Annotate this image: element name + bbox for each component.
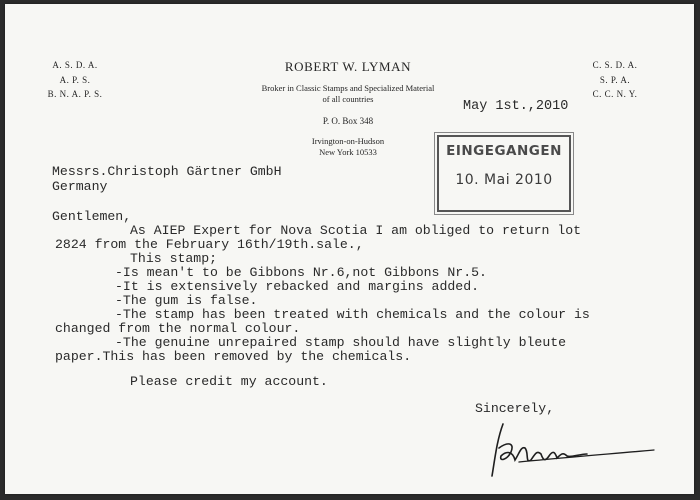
letterhead-tagline-2: of all countries (322, 93, 374, 104)
credit-request: Please credit my account. (130, 374, 328, 389)
letterhead-po-box: P. O. Box 348 (322, 116, 374, 126)
letter-paper (5, 4, 694, 494)
body-line: This stamp; (130, 251, 218, 266)
list-item: -The stamp has been treated with chemicals and the colour is (115, 307, 590, 322)
society-asda: A. S. D. A. (52, 60, 98, 70)
society-aps: A. P. S. (59, 74, 91, 85)
letterhead-city (233, 136, 463, 158)
received-stamp (437, 135, 571, 212)
closing: Sincerely, (475, 401, 555, 416)
letterhead-tagline: Broker in Classic Stamps and Specialized Material (261, 83, 435, 93)
recipient-name: Messrs.Christoph Gärtner GmbH (52, 164, 282, 179)
letter-date: May 1st.,2010 (463, 99, 569, 114)
list-item-continuation: changed from the normal colour. (55, 321, 301, 336)
list-item: -It is extensively rebacked and margins added. (115, 279, 480, 294)
signature (489, 420, 659, 480)
body-line: As AIEP Expert for Nova Scotia I am obliged to return lot (130, 223, 582, 238)
societies-left (43, 58, 107, 102)
society-spa: S. P. A. (599, 74, 631, 85)
letterhead-name: ROBERT W. LYMAN (284, 59, 412, 74)
society-bnaps: B. N. A. P. S. (47, 89, 103, 99)
society-csda: C. S. D. A. (592, 60, 638, 70)
received-stamp-date: 10. Mai 2010 (455, 172, 553, 188)
received-stamp-title: EINGEGANGEN (446, 143, 562, 159)
letterhead-city-line-2: New York 10533 (319, 147, 377, 157)
list-item-continuation: paper.This has been removed by the chemicals. (55, 349, 412, 364)
society-ccny: C. C. N. Y. (592, 89, 638, 99)
body-line: 2824 from the February 16th/19th.sale., (55, 237, 364, 252)
letterhead (233, 59, 463, 158)
list-item: -The genuine unrepaired stamp should have slightly bleute (115, 335, 567, 350)
societies-right (585, 58, 645, 102)
letterhead-city-line-1: Irvington-on-Hudson (311, 136, 385, 146)
list-item: -The gum is false. (115, 293, 258, 308)
list-item: -Is mean't to be Gibbons Nr.6,not Gibbons Nr.5. (115, 265, 487, 280)
recipient-country: Germany (52, 179, 108, 194)
salutation: Gentlemen, (52, 209, 132, 224)
